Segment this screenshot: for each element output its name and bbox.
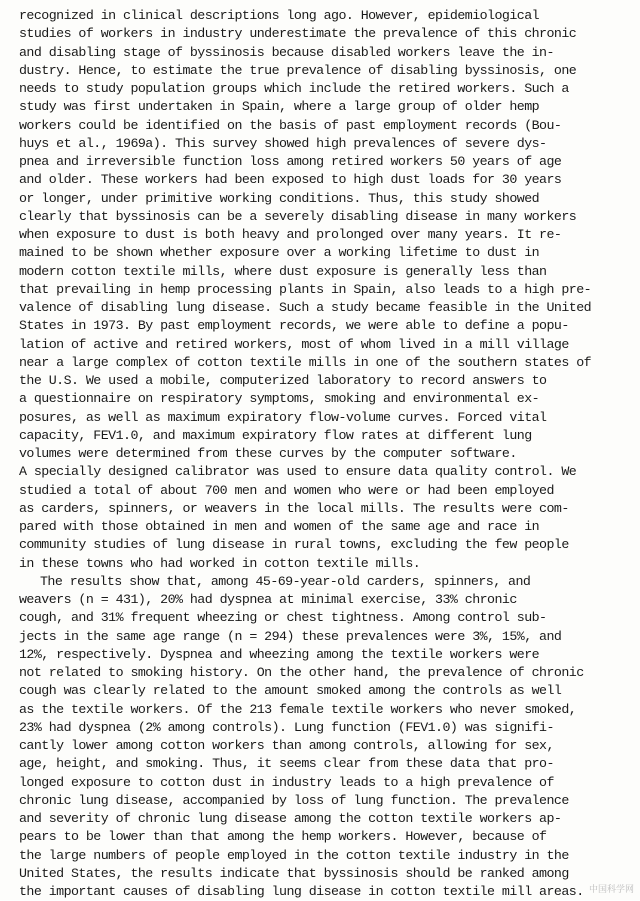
text-line: as the textile workers. Of the 213 female textile workers who never smoked, xyxy=(19,701,577,717)
text-line: lation of active and retired workers, most of whom lived in a mill village xyxy=(19,336,569,352)
text-line: studied a total of about 700 men and women who were or had been employed xyxy=(19,482,554,498)
text-line: volumes were determined from these curves by the computer software. xyxy=(19,446,517,461)
text-line: jects in the same age range (n = 294) these prevalences were 3%, 15%, and xyxy=(19,628,562,644)
text-line: A specially designed calibrator was used to ensure data quality control. We xyxy=(19,464,577,480)
text-line: clearly that byssinosis can be a severely disabling disease in many workers xyxy=(19,208,577,224)
text-line: pnea and irreversible function loss among retired workers 50 years of age xyxy=(19,154,562,169)
text-line: pears to be lower than that among the hemp workers. However, because of xyxy=(19,829,547,845)
text-line: huys et al., 1969a). This survey showed high prevalences of severe dys- xyxy=(19,135,547,151)
text-line: not related to smoking history. On the other hand, the prevalence of chronic xyxy=(19,665,584,680)
text-line: States in 1973. By past employment records, we were able to define a popu- xyxy=(19,318,569,334)
text-line: 23% had dyspnea (2% among controls). Lung function (FEV1.0) was signifi- xyxy=(19,719,554,735)
text-line: cough was clearly related to the amount smoked among the controls as well xyxy=(19,683,562,699)
text-line: 12%, respectively. Dyspnea and wheezing among the textile workers were xyxy=(19,646,540,662)
text-line: studies of workers in industry underestimate the prevalence of this chronic xyxy=(19,26,577,42)
body-text xyxy=(19,7,631,901)
text-line: community studies of lung disease in rural towns, excluding the few people xyxy=(19,537,569,553)
text-line: and disabling stage of byssinosis because disabled workers leave the in- xyxy=(19,44,554,60)
text-line: The results show that, among 45-69-year-old carders, spinners, and xyxy=(40,573,531,589)
text-line: workers could be identified on the basis of past employment records (Bou- xyxy=(19,117,562,133)
text-line: needs to study population groups which include the retired workers. Such a xyxy=(19,81,569,96)
text-line: United States, the results indicate that byssinosis should be ranked among xyxy=(19,865,569,881)
text-line: capacity, FEV1.0, and maximum expiratory flow rates at different lung xyxy=(19,427,532,443)
text-line: age, height, and smoking. Thus, it seems clear from these data that pro- xyxy=(19,756,554,772)
text-line: chronic lung disease, accompanied by loss of lung function. The prevalence xyxy=(19,792,569,808)
text-line: that prevailing in hemp processing plants in Spain, also leads to a high pre- xyxy=(19,281,592,297)
text-line: recognized in clinical descriptions long ago. However, epidemiological xyxy=(19,8,540,23)
text-line: study was first undertaken in Spain, where a large group of older hemp xyxy=(19,99,540,115)
text-line: longed exposure to cotton dust in industry leads to a high prevalence of xyxy=(19,774,554,790)
text-line: when exposure to dust is both heavy and prolonged over many years. It re- xyxy=(19,227,562,242)
text-line: as carders, spinners, or weavers in the local mills. The results were com- xyxy=(19,500,569,516)
text-line: the important causes of disabling lung disease in cotton textile mill areas. xyxy=(19,884,584,899)
text-line: cantly lower among cotton workers than among controls, allowing for sex, xyxy=(19,738,554,753)
text-line: or longer, under primitive working conditions. Thus, this study showed xyxy=(19,190,540,206)
text-line: valence of disabling lung disease. Such a study became feasible in the United xyxy=(19,300,592,315)
text-line: a questionnaire on respiratory symptoms, smoking and environmental ex- xyxy=(19,391,540,407)
text-line: and older. These workers had been exposed to high dust loads for 30 years xyxy=(19,172,562,188)
text-line: posures, as well as maximum expiratory flow-volume curves. Forced vital xyxy=(19,409,547,425)
text-line: modern cotton textile mills, where dust exposure is generally less than xyxy=(19,263,547,279)
text-line: the large numbers of people employed in the cotton textile industry in the xyxy=(19,847,569,863)
text-line: pared with those obtained in men and women of the same age and race in xyxy=(19,519,540,534)
watermark: 中国科学网 xyxy=(588,885,634,895)
text-line: the U.S. We used a mobile, computerized laboratory to record answers to xyxy=(19,373,547,388)
text-line: mained to be shown whether exposure over a working lifetime to dust in xyxy=(19,245,540,261)
text-line: in these towns who had worked in cotton textile mills. xyxy=(19,555,421,571)
text-line: near a large complex of cotton textile mills in one of the southern states of xyxy=(19,354,592,370)
text-line: weavers (n = 431), 20% had dyspnea at minimal exercise, 33% chronic xyxy=(19,592,517,607)
text-line: dustry. Hence, to estimate the true prevalence of disabling byssinosis, one xyxy=(19,62,577,78)
text-line: cough, and 31% frequent wheezing or chest tightness. Among control sub- xyxy=(19,610,547,626)
text-line: and severity of chronic lung disease among the cotton textile workers ap- xyxy=(19,811,562,826)
